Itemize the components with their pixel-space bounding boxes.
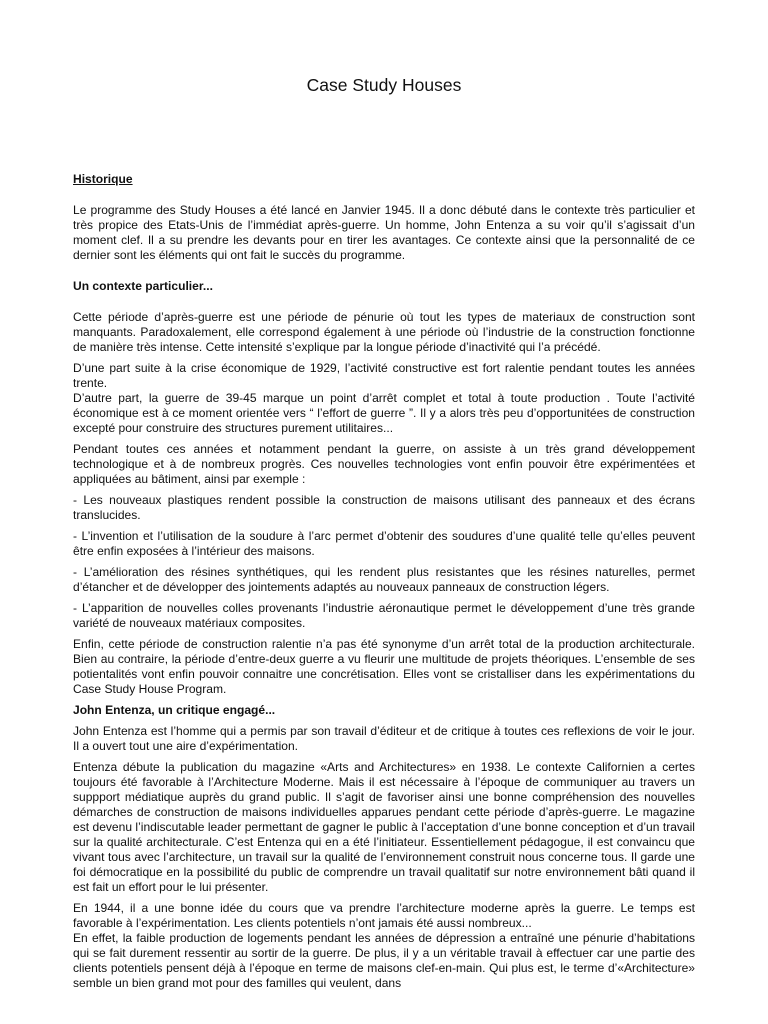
paragraph: D’une part suite à la crise économique de 1929, l’activité constructive est fort ralentie pendant toutes les années trente.: [73, 361, 695, 390]
paragraph: D’autre part, la guerre de 39-45 marque un point d’arrêt complet et total à toute production . Toute l’activité économique est à ce moment orientée vers “ l’effort de guerre ”. Il y a alors très peu d’opportunitées de construction excepté pour construire des structures purement utilitaires...: [73, 391, 695, 435]
paragraph: En 1944, il a une bonne idée du cours que va prendre l’architecture moderne après la guerre. Le temps est favorable à l’expérimentation. Les clients potentiels n’ont jamais été aussi nombreux...: [73, 901, 695, 930]
paragraph: Pendant toutes ces années et notamment pendant la guerre, on assiste à un très grand développement technologique et à de nombreux progrès. Ces nouvelles technologies vont enfin pouvoir être expérimentées et appliquées au bâtiment, ainsi par exemple :: [73, 442, 695, 486]
section-heading-entenza: John Entenza, un critique engagé...: [73, 703, 276, 717]
paragraph: En effet, la faible production de logements pendant les années de dépression a entraîné une pénurie d’habitations qui se fait durement ressentir au sortir de la guerre. De plus, il y a un véritable travail à effectuer car une partie des clients potentiels pensent déjà à l’époque en terme de maisons clef-en-main. Qui plus est, le terme d’«Architecture» semble un bien grand mot pour des familles qui veulent, dans: [73, 931, 695, 990]
paragraph: Entenza débute la publication du magazine «Arts and Architectures» en 1938. Le contexte Californien a certes toujours été favorable à l’Architecture Moderne. Mais il est nécessaire à l’époque de communiquer au travers un suppport médiatique auprès du grand public. Il s’agit de favoriser ainsi une bonne compréhension des nouvelles démarches de construction de maisons individuelles apparues pendant cette période d’après-guerre. Le magazine est devenu l’indiscutable leader permettant de gagner le public à l’acceptation d’une bonne conception et d’un travail sur la qualité architecturale. C’est Entenza qui en a été l’initiateur. Essentiellement pédagogue, il est convaincu que vivant tous avec l’architecture, un travail sur la qualité de l’environnement construit nous concerne tous. Il garde une foi démocratique en la possibilité du public de comprendre un travail qualitatif sur notre environnement bâti quand il est fait un effort pour le lui présenter.: [73, 760, 695, 894]
list-item: - L’invention et l’utilisation de la soudure à l’arc permet d’obtenir des soudures d’une qualité telle qu’elles peuvent être enfin exposées à l’intérieur des maisons.: [73, 529, 695, 558]
page-title: Case Study Houses: [306, 75, 462, 95]
paragraph: John Entenza est l’homme qui a permis par son travail d’éditeur et de critique à toutes ces reflexions de voir le jour. Il a ouvert tout une aire d’expérimentation.: [73, 724, 695, 753]
document-body: [73, 172, 695, 991]
section-heading-contexte: Un contexte particulier...: [73, 279, 213, 293]
paragraph: Cette période d’après-guerre est une période de pénurie où tout les types de materiaux de construction sont manquants. Paradoxalement, elle correspond également à une période où l’industrie de la construction fonctionne de manière très intense. Cette intensité s’explique par la longue période d’inactivité qui l’a précédé.: [73, 310, 695, 354]
section-heading-historique: Historique: [73, 172, 133, 186]
list-item: - L’amélioration des résines synthétiques, qui les rendent plus resistantes que les résines naturelles, permet d’étancher et de développer des jointements adaptés au nouveaux panneaux de construction légers.: [73, 565, 695, 594]
list-item: - Les nouveaux plastiques rendent possible la construction de maisons utilisant des panneaux et des écrans translucides.: [73, 493, 695, 522]
paragraph: Enfin, cette période de construction ralentie n’a pas été synonyme d’un arrêt total de la production architecturale. Bien au contraire, la période d’entre-deux guerre a vu fleurir une multitude de projets théoriques. L’ensemble de ses potientalités vont enfin pouvoir connaitre une concrétisation. Elles vont se cristalliser dans les expérimentations du Case Study House Program.: [73, 637, 695, 696]
list-item: - L’apparition de nouvelles colles provenants l’industrie aéronautique permet le développement d’une très grande variété de nouveaux matériaux composites.: [73, 601, 695, 630]
paragraph: Le programme des Study Houses a été lancé en Janvier 1945. Il a donc débuté dans le contexte très particulier et très propice des Etats-Unis de l’immédiat après-guerre. Un homme, John Entenza a su voir qu’il s’agissait d’un moment clef. Il a su prendre les devants pour en tirer les avantages. Ce contexte ainsi que la personnalité de ce dernier sont les éléments qui ont fait le succès du programme.: [73, 203, 695, 262]
